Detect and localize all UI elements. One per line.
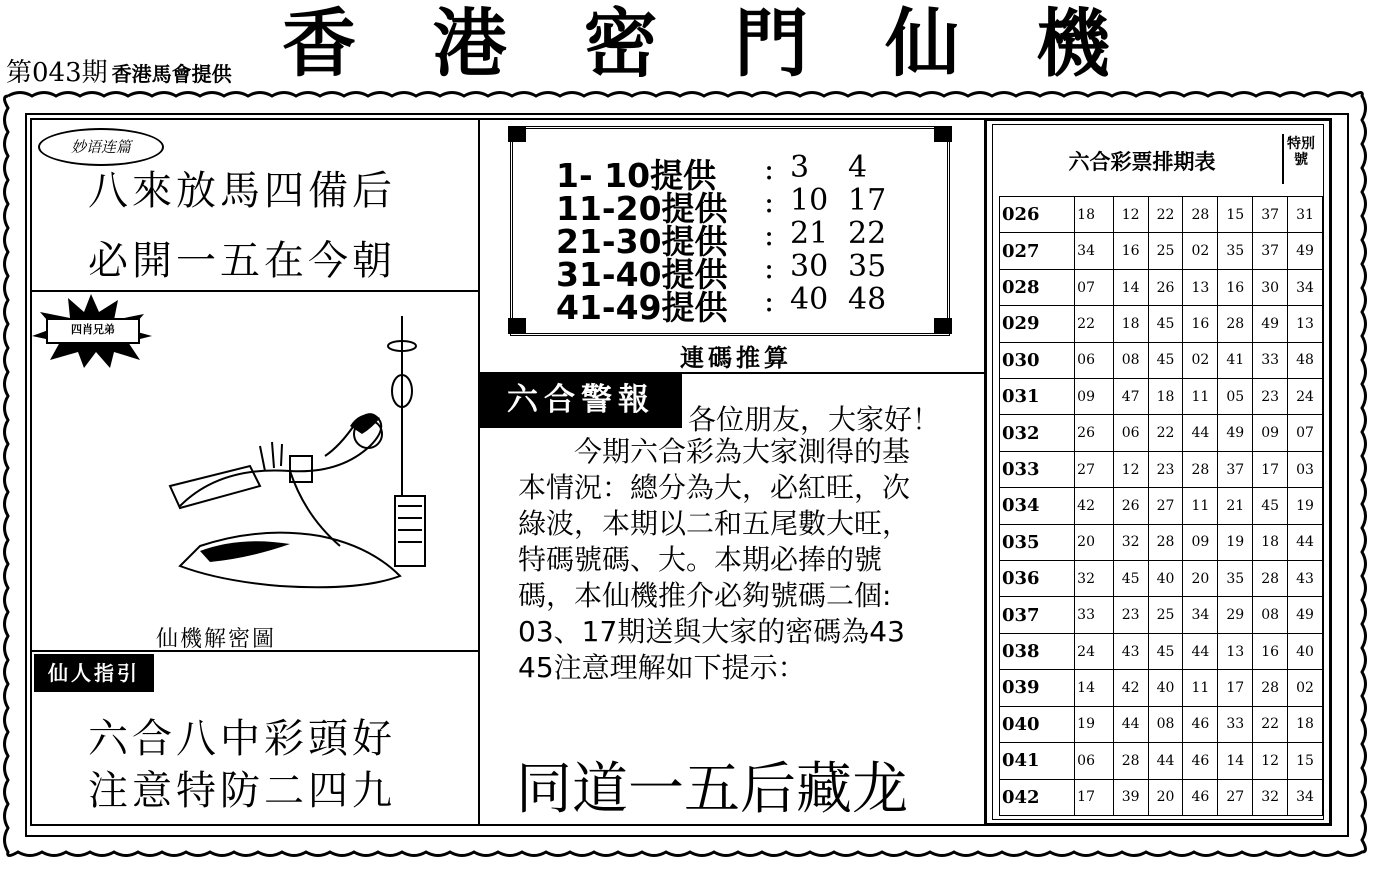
- number-cell: 18: [1075, 197, 1114, 233]
- number-cell: 14: [1218, 743, 1253, 779]
- table-row: [1000, 342, 1323, 378]
- number-cell: 09: [1183, 524, 1218, 560]
- range-colon: :: [764, 284, 775, 319]
- special-number-cell: 49: [1288, 597, 1323, 633]
- number-cell: 16: [1183, 306, 1218, 342]
- number-cell: 22: [1148, 415, 1183, 451]
- number-cell: 28: [1183, 451, 1218, 487]
- alert-tab: 六合警報: [480, 372, 682, 428]
- range-label: 41-49提供: [556, 288, 728, 327]
- table-row: [1000, 633, 1323, 669]
- number-cell: 06: [1113, 415, 1148, 451]
- number-cell: 25: [1148, 233, 1183, 269]
- number-cell: 26: [1113, 488, 1148, 524]
- number-cell: 08: [1113, 342, 1148, 378]
- number-cell: 46: [1183, 779, 1218, 816]
- range-value-a: 30: [790, 249, 829, 284]
- range-value-b: 4: [848, 150, 868, 185]
- body-line: 今期六合彩為大家測得的基: [574, 435, 911, 468]
- number-cell: 45: [1148, 342, 1183, 378]
- period-cell: 042: [1000, 779, 1075, 816]
- number-cell: 35: [1218, 233, 1253, 269]
- number-cell: 35: [1218, 561, 1253, 597]
- period-cell: 028: [1000, 269, 1075, 305]
- number-cell: 18: [1113, 306, 1148, 342]
- body-line: 本情況：總分為大，必紅旺，次: [518, 471, 911, 504]
- range-value-b: 17: [848, 183, 887, 218]
- special-number-cell: 18: [1288, 706, 1323, 742]
- lianma-caption: 連碼推算: [680, 344, 792, 372]
- period-cell: 032: [1000, 415, 1075, 451]
- number-cell: 32: [1075, 561, 1114, 597]
- number-cell: 47: [1113, 379, 1148, 415]
- period-cell: 039: [1000, 670, 1075, 706]
- table-row: [1000, 269, 1323, 305]
- issue-number: 第043期 香港馬會提供: [6, 58, 232, 88]
- number-cell: 30: [1253, 269, 1288, 305]
- number-cell: 06: [1075, 342, 1114, 378]
- special-number-cell: 13: [1288, 306, 1323, 342]
- table-row: [1000, 561, 1323, 597]
- number-cell: 02: [1183, 342, 1218, 378]
- number-cell: 40: [1148, 561, 1183, 597]
- number-cell: 26: [1148, 269, 1183, 305]
- range-value-b: 35: [848, 249, 887, 284]
- range-label: 31-40提供: [556, 255, 728, 294]
- number-cell: 45: [1253, 488, 1288, 524]
- number-cell: 27: [1148, 488, 1183, 524]
- number-cell: 28: [1253, 670, 1288, 706]
- number-cell: 17: [1253, 451, 1288, 487]
- verse-tag: 妙语连篇: [38, 128, 164, 166]
- number-cell: 09: [1075, 379, 1114, 415]
- number-cell: 21: [1218, 488, 1253, 524]
- period-cell: 038: [1000, 633, 1075, 669]
- number-cell: 17: [1075, 779, 1114, 816]
- number-cell: 25: [1148, 597, 1183, 633]
- title-char: 機: [1035, 1, 1112, 87]
- special-number-cell: 40: [1288, 633, 1323, 669]
- special-number-cell: 03: [1288, 451, 1323, 487]
- period-cell: 027: [1000, 233, 1075, 269]
- period-cell: 026: [1000, 197, 1075, 233]
- period-cell: 029: [1000, 306, 1075, 342]
- number-cell: 42: [1075, 488, 1114, 524]
- title-char: 香: [282, 1, 358, 87]
- special-number-cell: 49: [1288, 233, 1323, 269]
- special-number-label: 特別號: [1287, 136, 1315, 168]
- range-label: 21-30提供: [556, 222, 728, 261]
- special-number-cell: 34: [1288, 779, 1323, 816]
- number-cell: 14: [1075, 670, 1114, 706]
- range-label: 11-20提供: [556, 189, 728, 228]
- body-line: 特碼號碼、大。本期必捧的號: [518, 543, 883, 576]
- number-cell: 33: [1075, 597, 1114, 633]
- period-cell: 035: [1000, 524, 1075, 560]
- table-row: [1000, 743, 1323, 779]
- special-number-cell: 44: [1288, 524, 1323, 560]
- number-cell: 27: [1218, 779, 1253, 816]
- number-cell: 13: [1218, 633, 1253, 669]
- number-cell: 46: [1183, 743, 1218, 779]
- number-cell: 41: [1218, 342, 1253, 378]
- number-cell: 26: [1075, 415, 1114, 451]
- table-row: [1000, 488, 1323, 524]
- number-cell: 18: [1148, 379, 1183, 415]
- table-row: [1000, 233, 1323, 269]
- number-cell: 20: [1075, 524, 1114, 560]
- number-cell: 14: [1113, 269, 1148, 305]
- special-number-cell: 15: [1288, 743, 1323, 779]
- number-cell: 08: [1148, 706, 1183, 742]
- number-cell: 28: [1148, 524, 1183, 560]
- schedule-title: 六合彩票排期表: [1068, 150, 1216, 174]
- number-cell: 46: [1183, 706, 1218, 742]
- number-cell: 44: [1148, 743, 1183, 779]
- title-char: 門: [734, 1, 811, 87]
- verse-line: 八來放馬四備后: [88, 168, 396, 214]
- special-number-cell: 34: [1288, 269, 1323, 305]
- schedule-table: [999, 196, 1323, 816]
- number-cell: 11: [1183, 488, 1218, 524]
- verse-line: 六合八中彩頭好: [88, 716, 396, 762]
- number-cell: 16: [1253, 633, 1288, 669]
- number-cell: 07: [1075, 269, 1114, 305]
- range-value-a: 21: [790, 216, 829, 251]
- special-number-cell: 24: [1288, 379, 1323, 415]
- title-divider: [1282, 134, 1284, 184]
- period-cell: 037: [1000, 597, 1075, 633]
- range-colon: :: [764, 251, 775, 286]
- number-cell: 39: [1113, 779, 1148, 816]
- range-value-a: 40: [790, 282, 829, 317]
- special-number-cell: 31: [1288, 197, 1323, 233]
- number-cell: 23: [1253, 379, 1288, 415]
- table-row: [1000, 706, 1323, 742]
- number-cell: 22: [1148, 197, 1183, 233]
- period-cell: 030: [1000, 342, 1075, 378]
- greeting-text: 各位朋友，大家好！: [688, 403, 941, 436]
- period-cell: 036: [1000, 561, 1075, 597]
- number-cell: 37: [1218, 451, 1253, 487]
- number-cell: 40: [1148, 670, 1183, 706]
- scholar-illustration: [140, 296, 470, 616]
- period-cell: 033: [1000, 451, 1075, 487]
- number-cell: 24: [1075, 633, 1114, 669]
- range-colon: :: [764, 218, 775, 253]
- period-cell: 040: [1000, 706, 1075, 742]
- number-cell: 23: [1148, 451, 1183, 487]
- period-cell: 034: [1000, 488, 1075, 524]
- number-cell: 49: [1253, 306, 1288, 342]
- number-cell: 08: [1253, 597, 1288, 633]
- number-cell: 28: [1253, 561, 1288, 597]
- number-cell: 34: [1183, 597, 1218, 633]
- number-cell: 11: [1183, 670, 1218, 706]
- number-cell: 19: [1218, 524, 1253, 560]
- number-cell: 20: [1183, 561, 1218, 597]
- title-char: 仙: [885, 1, 962, 87]
- range-value-b: 22: [848, 216, 887, 251]
- number-cell: 45: [1113, 561, 1148, 597]
- number-cell: 37: [1253, 197, 1288, 233]
- period-cell: 031: [1000, 379, 1075, 415]
- hint-phrase: 同道一五后藏龙: [516, 757, 908, 822]
- table-row: [1000, 524, 1323, 560]
- table-row: [1000, 306, 1323, 342]
- number-cell: 34: [1075, 233, 1114, 269]
- number-cell: 45: [1148, 306, 1183, 342]
- range-value-a: 10: [790, 183, 829, 218]
- range-colon: :: [764, 152, 775, 187]
- period-cell: 041: [1000, 743, 1075, 779]
- number-cell: 43: [1113, 633, 1148, 669]
- picture-caption: 仙機解密圖: [156, 627, 277, 652]
- table-row: [1000, 451, 1323, 487]
- number-cell: 12: [1113, 451, 1148, 487]
- provider-text: 香港馬會提供: [111, 62, 232, 86]
- number-cell: 27: [1075, 451, 1114, 487]
- table-row: [1000, 379, 1323, 415]
- number-cell: 32: [1253, 779, 1288, 816]
- main-title: [282, 2, 1112, 86]
- number-cell: 15: [1218, 197, 1253, 233]
- number-cell: 11: [1183, 379, 1218, 415]
- special-number-cell: 43: [1288, 561, 1323, 597]
- body-line: 碼，本仙機推介必夠號碼二個:: [518, 579, 892, 612]
- number-cell: 42: [1113, 670, 1148, 706]
- number-cell: 12: [1253, 743, 1288, 779]
- special-number-cell: 19: [1288, 488, 1323, 524]
- number-cell: 18: [1253, 524, 1288, 560]
- number-cell: 05: [1218, 379, 1253, 415]
- number-cell: 49: [1218, 415, 1253, 451]
- number-cell: 22: [1075, 306, 1114, 342]
- number-cell: 44: [1183, 633, 1218, 669]
- number-cell: 37: [1253, 233, 1288, 269]
- special-number-cell: 48: [1288, 342, 1323, 378]
- number-cell: 29: [1218, 597, 1253, 633]
- title-char: 密: [583, 1, 660, 87]
- number-cell: 19: [1075, 706, 1114, 742]
- number-cell: 45: [1148, 633, 1183, 669]
- number-cell: 13: [1183, 269, 1218, 305]
- verse-line: 注意特防二四九: [88, 768, 396, 814]
- number-cell: 28: [1113, 743, 1148, 779]
- guide-tab: 仙人指引: [34, 654, 154, 692]
- number-cell: 33: [1253, 342, 1288, 378]
- special-number-cell: 02: [1288, 670, 1323, 706]
- number-cell: 16: [1218, 269, 1253, 305]
- table-row: [1000, 597, 1323, 633]
- table-row: [1000, 197, 1323, 233]
- title-char: 港: [432, 1, 509, 87]
- body-line: 03、17期送與大家的密碼為43: [518, 615, 905, 648]
- table-row: [1000, 670, 1323, 706]
- number-cell: 28: [1218, 306, 1253, 342]
- number-cell: 22: [1253, 706, 1288, 742]
- number-cell: 44: [1183, 415, 1218, 451]
- range-label: 1- 10提供: [556, 156, 717, 195]
- number-cell: 23: [1113, 597, 1148, 633]
- body-line: 綠波，本期以二和五尾數大旺，: [518, 507, 911, 540]
- special-number-cell: 07: [1288, 415, 1323, 451]
- number-cell: 16: [1113, 233, 1148, 269]
- number-cell: 12: [1113, 197, 1148, 233]
- range-value-a: 3: [790, 150, 810, 185]
- number-cell: 32: [1113, 524, 1148, 560]
- number-cell: 02: [1183, 233, 1218, 269]
- number-cell: 33: [1218, 706, 1253, 742]
- number-cell: 06: [1075, 743, 1114, 779]
- range-colon: :: [764, 185, 775, 220]
- body-line: 45注意理解如下提示：: [518, 651, 806, 684]
- badge-label: 四肖兄弟: [46, 318, 140, 344]
- table-row: [1000, 415, 1323, 451]
- number-cell: 20: [1148, 779, 1183, 816]
- number-cell: 17: [1218, 670, 1253, 706]
- number-cell: 09: [1253, 415, 1288, 451]
- table-row: [1000, 779, 1323, 816]
- number-cell: 44: [1113, 706, 1148, 742]
- number-cell: 28: [1183, 197, 1218, 233]
- verse-line: 必開一五在今朝: [88, 238, 396, 284]
- range-value-b: 48: [848, 282, 887, 317]
